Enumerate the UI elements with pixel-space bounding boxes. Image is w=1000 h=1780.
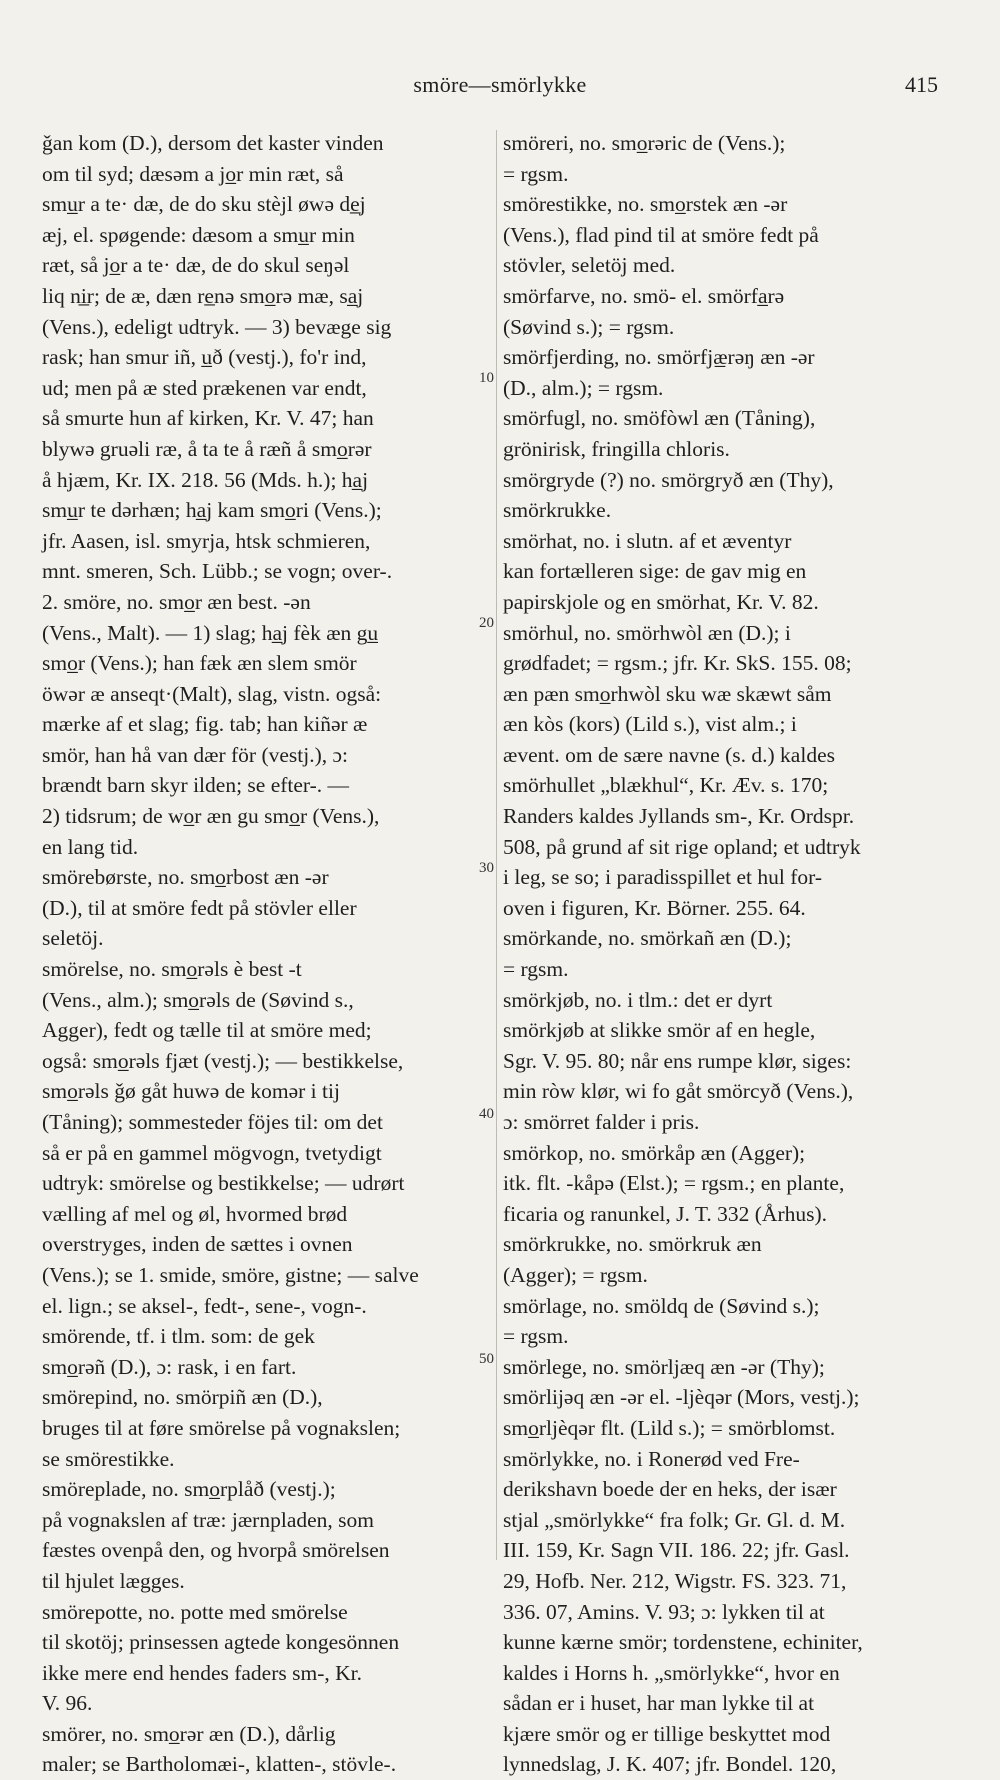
text-line: smörepind, no. smörpiñ æn (D.),	[42, 1385, 323, 1410]
text-line: Randers kaldes Jyllands sm-, Kr. Ordspr.	[503, 804, 855, 829]
text-line: ikke mere end hendes faders sm-, Kr.	[42, 1660, 363, 1685]
text-line: æn kòs (kors) (Lild s.), vist alm.; i	[503, 712, 797, 737]
text-line: overstryges, inden de sættes i ovnen	[42, 1232, 353, 1257]
text-line: jfr. Aasen, isl. smyrja, htsk schmieren,	[42, 528, 371, 553]
text-line: smörlykke, no. i Ronerød ved Fre-	[503, 1446, 800, 1471]
text-line: 336. 07, Amins. V. 93; ɔ: lykken til at	[503, 1599, 825, 1624]
text-line: mnt. smeren, Sch. Lübb.; se vogn; over-.	[42, 559, 393, 584]
text-line: smör, han hå van dær för (vestj.), ɔ:	[42, 742, 349, 767]
text-line: 508, på grund af sit rige opland; et udtryk	[503, 834, 861, 859]
text-line: smörer, no. smo̲rər æn (D.), dårlig	[42, 1721, 336, 1746]
line-number-30: 30	[479, 860, 494, 876]
text-line: ficaria og ranunkel, J. T. 332 (Århus).	[503, 1201, 828, 1226]
text-line: æj, el. spøgende: dæsom a smu̲r min	[42, 222, 355, 247]
text-line: ræt, så jo̲r a te· dæ, de do skul seŋəl	[42, 253, 350, 278]
text-line: æn pæn smo̲rhwòl sku wæ skæwt såm	[503, 681, 832, 706]
text-line: grødfadet; = rgsm.; jfr. Kr. SkS. 155. 08;	[503, 651, 852, 676]
page-number: 415	[905, 72, 938, 97]
text-line: fæstes ovenpå den, og hvorpå smörelsen	[42, 1538, 390, 1563]
text-line: (Agger); = rgsm.	[503, 1262, 648, 1287]
text-line: smörfjerding, no. smörfjæ̲rəŋ æn -ər	[503, 345, 815, 370]
text-line: brændt barn skyr ilden; se efter-. —	[42, 773, 350, 798]
text-line: maler; se Bartholomæi-, klatten-, stövle-.	[42, 1752, 397, 1777]
text-line: smo̲rəñ (D.), ɔ: rask, i en fart.	[42, 1354, 297, 1379]
text-line: el. lign.; se aksel-, fedt-, sene-, vogn-.	[42, 1293, 367, 1318]
text-line: 29, Hofb. Ner. 212, Wigstr. FS. 323. 71,	[503, 1568, 847, 1593]
text-line: smörlijəq æn -ər el. -ljèqər (Mors, vestj.);	[503, 1385, 860, 1410]
text-line: smörfugl, no. smöfòwl æn (Tåning),	[503, 406, 816, 431]
text-line: vælling af mel og øl, hvormed brød	[42, 1201, 348, 1226]
text-line: Sgr. V. 95. 80; når ens rumpe klør, siges:	[503, 1048, 852, 1073]
text-line: smu̲r a te· dæ, de do sku stèjl øwə de̲j	[42, 192, 366, 217]
text-line: 2. smöre, no. smo̲r æn best. -ən	[42, 589, 311, 614]
text-line: smörlege, no. smörljæq æn -ər (Thy);	[503, 1354, 825, 1379]
text-line: blywə gruəli ræ, å ta te å ræñ å smo̲rər	[42, 436, 372, 461]
text-line: smörkop, no. smörkåp æn (Agger);	[503, 1140, 806, 1165]
text-line: smöreri, no. smo̲rəric de (Vens.);	[503, 131, 786, 155]
text-line: kunne kærne smör; tordenstene, echiniter,	[503, 1630, 863, 1655]
text-line: (Søvind s.); = rgsm.	[503, 314, 675, 339]
text-line: også: smo̲rəls fjæt (vestj.); — bestikkelse,	[42, 1048, 404, 1073]
line-number-20: 20	[479, 615, 494, 631]
text-line: öwər æ anseqt·(Malt), slag, vistn. også:	[42, 681, 382, 706]
text-line: smörhul, no. smörhwòl æn (D.); i	[503, 620, 791, 645]
text-line: smörgryde (?) no. smörgryð æn (Thy),	[503, 467, 834, 492]
text-line: = rgsm.	[503, 957, 569, 982]
text-line: udtryk: smörelse og bestikkelse; — udrørt	[42, 1171, 405, 1196]
text-line: smörebørste, no. smo̲rbost æn -ər	[42, 865, 329, 890]
text-line: smu̲r te dərhæn; ha̲j kam smo̲ri (Vens.);	[42, 498, 382, 523]
text-line: mærke af et slag; fig. tab; han kiñər æ	[42, 712, 368, 737]
text-line: ævent. om de sære navne (s. d.) kaldes	[503, 742, 835, 767]
text-line: smörestikke, no. smo̲rstek æn -ər	[503, 192, 788, 217]
text-line: smöreplade, no. smo̲rplåð (vestj.);	[42, 1477, 336, 1502]
text-line: ud; men på æ sted prækenen var endt,	[42, 375, 367, 400]
text-line: smo̲rəls ǧø gåt huwə de komər i tij	[42, 1079, 340, 1104]
text-line: smörfarve, no. smö- el. smörfa̲rə	[503, 283, 785, 308]
text-line: (Vens.); se 1. smide, smöre, gistne; — salve	[42, 1262, 419, 1287]
text-line: smörkjøb, no. i tlm.: det er dyrt	[503, 987, 773, 1012]
text-line: smörkande, no. smörkañ æn (D.);	[503, 926, 792, 951]
text-line: (D., alm.); = rgsm.	[503, 375, 664, 400]
text-line: til skotöj; prinsessen agtede kongesönnen	[42, 1630, 400, 1655]
text-line: ǧan kom (D.), dersom det kaster vinden	[42, 131, 384, 155]
text-line: til hjulet lægges.	[42, 1568, 185, 1593]
text-line: min ròw klør, wi fo gåt smörcyð (Vens.),	[503, 1079, 854, 1104]
text-line: liq ni̲r; de æ, dæn re̲nə smo̲rə mæ, sa̲j	[42, 283, 364, 308]
text-line: rask; han smur iñ, u̲ð (vestj.), fo'r ind,	[42, 345, 367, 370]
text-line: se smörestikke.	[42, 1446, 175, 1471]
text-line: en lang tid.	[42, 834, 139, 859]
right-column	[503, 128, 958, 1780]
line-number-10: 10	[479, 370, 494, 386]
text-line: V. 96.	[42, 1691, 93, 1716]
text-line: smörkjøb at slikke smör af en hegle,	[503, 1018, 816, 1043]
text-line: stjal „smörlykke“ fra folk; Gr. Gl. d. M.	[503, 1507, 846, 1532]
text-line: i leg, se so; i paradisspillet et hul for-	[503, 865, 823, 890]
text-line: seletöj.	[42, 926, 104, 951]
text-line: så er på en gammel mögvogn, tvetydigt	[42, 1140, 382, 1165]
text-line: stövler, seletöj med.	[503, 253, 676, 278]
text-line: (Vens., alm.); smo̲rəls de (Søvind s.,	[42, 987, 354, 1012]
text-line: lynnedslag, J. K. 407; jfr. Bondel. 120,	[503, 1752, 837, 1777]
text-line: grönirisk, fringilla chloris.	[503, 436, 730, 461]
text-line: smörkrukke.	[503, 498, 612, 523]
text-line: smörlage, no. smöldq de (Søvind s.);	[503, 1293, 820, 1318]
running-header	[0, 72, 1000, 106]
text-line: kjære smör og er tillige beskyttet mod	[503, 1721, 831, 1746]
line-number-50: 50	[479, 1351, 494, 1367]
text-line: Agger), fedt og tælle til at smöre med;	[42, 1018, 372, 1043]
text-line: (Vens.), edeligt udtryk. — 3) bevæge sig	[42, 314, 392, 339]
text-line: å hjæm, Kr. IX. 218. 56 (Mds. h.); ha̲j	[42, 467, 369, 492]
text-line: III. 159, Kr. Sagn VII. 186. 22; jfr. Gasl.	[503, 1538, 850, 1563]
text-line: 2) tidsrum; de wo̲r æn gu smo̲r (Vens.),	[42, 804, 380, 829]
line-number-40: 40	[479, 1106, 494, 1122]
text-line: smörelse, no. smo̲rəls è best -t	[42, 957, 302, 982]
text-line: smörhullet „blækhul“, Kr. Æv. s. 170;	[503, 773, 829, 798]
text-line: (Vens., Malt). — 1) slag; ha̲j fèk æn gu̲	[42, 620, 379, 645]
header-title: smöre—smörlykke	[413, 72, 587, 97]
text-line: oven i figuren, Kr. Börner. 255. 64.	[503, 895, 806, 920]
left-column	[42, 128, 497, 1780]
text-line: så smurte hun af kirken, Kr. V. 47; han	[42, 406, 374, 431]
text-line: sådan er i huset, har man lykke til at	[503, 1691, 815, 1716]
text-line: (Tåning); sommesteder föjes til: om det	[42, 1110, 383, 1134]
text-line: smörhat, no. i slutn. af et æventyr	[503, 528, 792, 553]
text-line: bruges til at føre smörelse på vognakslen;	[42, 1415, 401, 1440]
text-line: smörende, tf. i tlm. som: de gek	[42, 1324, 315, 1349]
text-line: papirskjole og en smörhat, Kr. V. 82.	[503, 589, 819, 614]
text-line: om til syd; dæsəm a jo̲r min ræt, så	[42, 161, 344, 186]
text-line: (D.), til at smöre fedt på stövler eller	[42, 895, 357, 920]
text-line: kaldes i Horns h. „smörlykke“, hvor en	[503, 1660, 840, 1685]
text-line: smörkrukke, no. smörkruk æn	[503, 1232, 762, 1257]
text-line: derikshavn boede der en heks, der især	[503, 1477, 837, 1502]
text-line: = rgsm.	[503, 1324, 569, 1349]
text-line: = rgsm.	[503, 161, 569, 186]
text-line: på vognakslen af træ: jærnpladen, som	[42, 1507, 374, 1532]
text-line: smörepotte, no. potte med smörelse	[42, 1599, 348, 1624]
text-line: ɔ: smörret falder i pris.	[503, 1110, 700, 1134]
text-line: smo̲r (Vens.); han fæk æn slem smör	[42, 651, 357, 676]
text-line: smo̲rljèqər flt. (Lild s.); = smörblomst.	[503, 1415, 836, 1440]
text-line: kan fortælleren sige: de gav mig en	[503, 559, 807, 584]
text-line: itk. flt. -kåpə (Elst.); = rgsm.; en plante,	[503, 1171, 845, 1196]
text-line: (Vens.), flad pind til at smöre fedt på	[503, 222, 819, 247]
